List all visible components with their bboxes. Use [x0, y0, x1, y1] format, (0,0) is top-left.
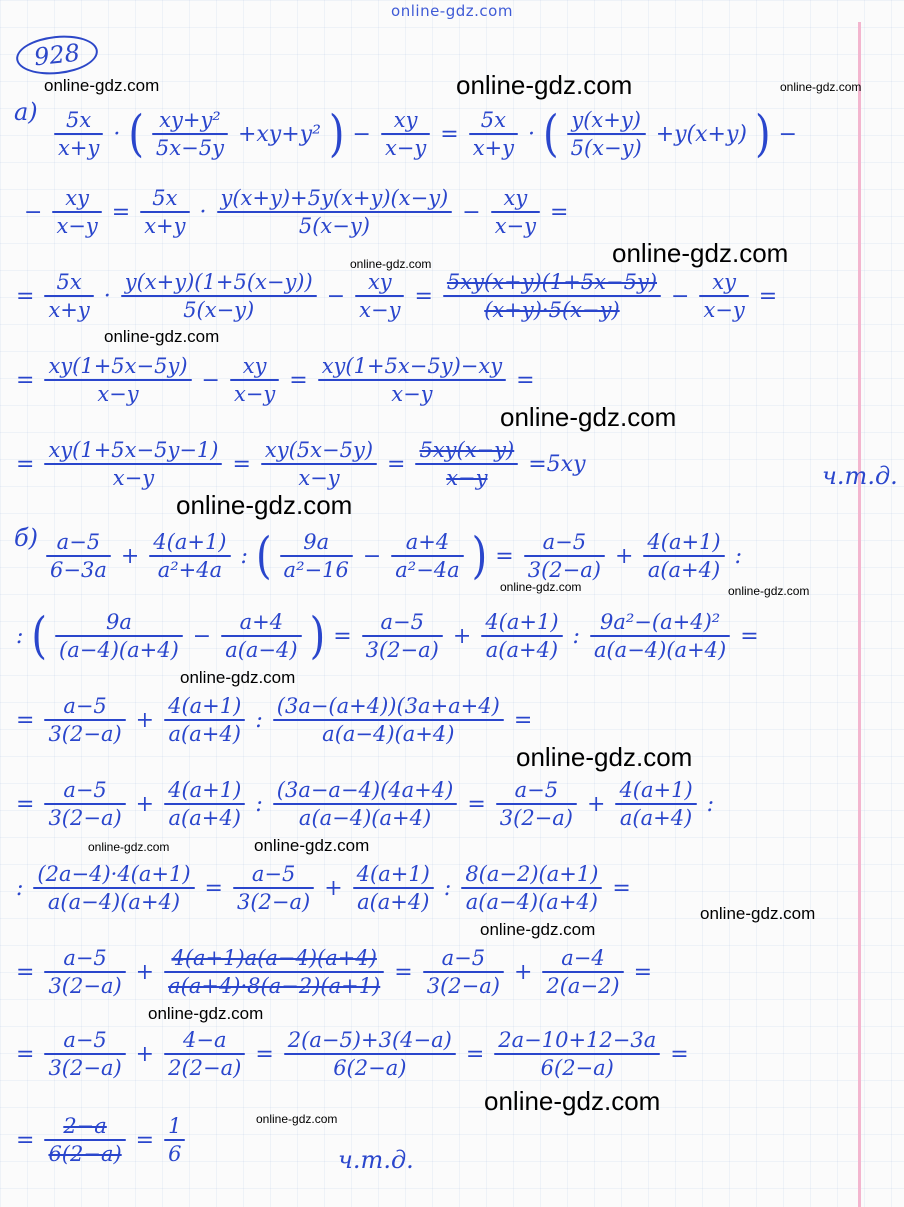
problem-number: 928: [14, 32, 100, 78]
fraction-denominator: x−y: [298, 466, 340, 490]
operator: :: [16, 875, 24, 901]
operator: =: [16, 451, 35, 477]
fraction-denominator: 2(a−2): [546, 974, 620, 998]
fraction-numerator: a−5: [63, 1028, 107, 1052]
fraction: [55, 609, 183, 663]
fraction-numerator: xy(1+5x−5y)−xy: [321, 354, 503, 378]
fraction: [152, 107, 228, 161]
fraction-numerator: xy: [393, 108, 418, 132]
fraction-numerator: a−5: [380, 610, 424, 634]
operator: +: [120, 543, 140, 569]
watermark[interactable]: online-gdz.com: [612, 238, 789, 268]
fraction: [217, 185, 453, 239]
fraction-numerator: a−5: [63, 778, 107, 802]
fraction-denominator: x+y: [48, 298, 90, 322]
fraction-denominator: a(a+4): [619, 806, 693, 830]
fraction-denominator: 3(2−a): [426, 974, 500, 998]
part-b-line-4: [14, 774, 716, 834]
operator: ·: [199, 199, 207, 225]
fraction-denominator: 3(2−a): [499, 806, 573, 830]
fraction-numerator: 5x: [480, 108, 506, 132]
fraction-denominator: x−y: [703, 298, 745, 322]
fraction: [44, 945, 125, 999]
operator: =: [495, 543, 514, 569]
operator: −: [462, 199, 481, 225]
watermark[interactable]: online-gdz.com: [148, 1004, 264, 1023]
fraction: [391, 529, 463, 583]
fraction-numerator: xy: [242, 354, 267, 378]
operator: =: [670, 1041, 689, 1067]
operator: −: [24, 199, 43, 225]
fraction-numerator: xy: [65, 186, 89, 210]
fraction: [273, 777, 458, 831]
fraction-denominator: x−y: [494, 214, 536, 238]
fraction-denominator: 6−3a: [50, 558, 107, 582]
operator: −: [671, 283, 690, 309]
fraction: [494, 1027, 660, 1081]
fraction: [33, 861, 194, 915]
operator: =: [16, 959, 35, 985]
watermark[interactable]: online-gdz.com: [350, 257, 432, 271]
fraction-denominator: a(a+4): [485, 638, 559, 662]
part-a-label: а): [14, 98, 38, 126]
fraction-numerator: a−5: [251, 862, 296, 886]
watermark[interactable]: online-gdz.com: [44, 76, 160, 95]
fraction-denominator: a(a+4): [647, 558, 721, 582]
operator: +: [135, 959, 155, 985]
fraction-denominator: x+y: [472, 136, 515, 160]
fraction: [164, 693, 245, 747]
operator: =: [612, 875, 631, 901]
operator: =: [394, 959, 413, 985]
fraction-numerator: 4−a: [182, 1028, 227, 1052]
fraction: [318, 353, 506, 407]
parenthesis: ): [328, 105, 345, 163]
operator: =: [633, 959, 653, 985]
fraction-numerator: xy(1+5x−5y−1): [48, 438, 219, 462]
fraction-denominator: a(a−4)(a+4): [47, 890, 181, 914]
fraction-denominator: x−y: [359, 298, 401, 322]
operator: =: [758, 283, 778, 309]
watermark[interactable]: online-gdz.com: [480, 920, 596, 939]
fraction-denominator: 5(x−y): [298, 214, 370, 238]
fraction-numerator: a−5: [542, 530, 587, 554]
operator: +: [452, 623, 472, 649]
fraction-denominator: a(a−4): [225, 638, 298, 662]
part-a-line-5: [14, 434, 588, 494]
site-header[interactable]: online-gdz.com: [391, 2, 513, 20]
fraction-numerator: a−4: [561, 946, 605, 970]
fraction-numerator: 2(a−5)+3(4−a): [287, 1028, 452, 1052]
fraction: [615, 777, 696, 831]
operator: =: [465, 1041, 485, 1067]
part-b-label: б): [14, 524, 39, 552]
fraction-numerator: 4(a+1): [153, 530, 227, 554]
fraction-denominator: x−y: [446, 466, 488, 490]
fraction-numerator: 9a²−(a+4)²: [600, 610, 721, 634]
operator: =: [16, 283, 35, 309]
operator: +: [614, 543, 634, 569]
fraction: [44, 353, 191, 407]
fraction-numerator: y(x+y): [571, 108, 641, 132]
operator: :: [255, 707, 263, 733]
fraction-numerator: 8(a−2)(a+1): [465, 862, 599, 886]
fraction-denominator: x+y: [58, 136, 100, 160]
operator: :: [443, 875, 452, 901]
fraction: [443, 269, 661, 323]
fraction-numerator: 1: [168, 1114, 182, 1138]
fraction-denominator: 3(2−a): [48, 1056, 122, 1080]
operator: ·: [528, 121, 536, 147]
fraction-denominator: x−y: [56, 214, 98, 238]
fraction: [44, 437, 222, 491]
parenthesis: (: [31, 607, 48, 665]
fraction-denominator: a(a−4)(a+4): [465, 890, 598, 914]
fraction-numerator: a−5: [441, 946, 486, 970]
fraction-numerator: (2a−4)·4(a+1): [37, 862, 191, 886]
fraction: [567, 107, 646, 161]
operator: :: [16, 623, 24, 649]
fraction-numerator: 4(a+1): [485, 610, 559, 634]
fraction-numerator: xy(1+5x−5y): [48, 354, 188, 378]
watermark[interactable]: online-gdz.com: [104, 327, 220, 346]
fraction: [230, 353, 279, 407]
fraction: [284, 1027, 456, 1081]
operator: =: [111, 199, 131, 225]
fraction-numerator: 5xy(x+y)(1+5x−5y): [446, 270, 658, 294]
fraction: [140, 185, 189, 239]
part-b-line-3: [14, 690, 534, 750]
watermark[interactable]: online-gdz.com: [256, 1112, 338, 1126]
fraction-numerator: a−5: [63, 694, 107, 718]
fraction: [44, 1113, 125, 1167]
fraction-numerator: 4(a+1): [356, 862, 430, 886]
fraction-denominator: 3(2−a): [236, 890, 311, 914]
part-a-line-2: [22, 182, 570, 242]
parenthesis: (: [543, 105, 559, 163]
fraction: [353, 861, 434, 915]
operator: =: [414, 283, 433, 309]
operator: =: [516, 367, 535, 393]
fraction: [362, 609, 443, 663]
fraction-denominator: 6(2−a): [540, 1056, 614, 1080]
part-b-line-8: [14, 1110, 187, 1170]
part-b-line-6: [14, 942, 654, 1002]
fraction: [423, 945, 504, 999]
parenthesis: ): [755, 105, 771, 163]
fraction-numerator: 4(a+1): [619, 778, 693, 802]
fraction-numerator: xy(5x−5y): [264, 438, 374, 462]
fraction-numerator: 2−a: [63, 1114, 107, 1138]
operator: :: [240, 543, 248, 569]
operator: +xy+y²: [237, 121, 321, 147]
fraction-denominator: 5(x−y): [183, 298, 255, 322]
fraction: [164, 777, 245, 831]
watermark[interactable]: online-gdz.com: [254, 836, 370, 855]
fraction: [221, 609, 301, 663]
watermark[interactable]: online-gdz.com: [700, 904, 816, 923]
fraction: [699, 269, 748, 323]
watermark[interactable]: online-gdz.com: [176, 490, 353, 520]
fraction-denominator: a(a+4): [357, 890, 430, 914]
fraction-numerator: y(x+y)+5y(x+y)(x−y): [220, 186, 449, 210]
fraction-denominator: 3(2−a): [48, 974, 122, 998]
fraction-numerator: a−5: [514, 778, 559, 802]
fraction-numerator: a+4: [405, 530, 450, 554]
parenthesis: ): [471, 527, 488, 585]
part-a-line-1: [52, 104, 799, 164]
part-b-line-7: [14, 1024, 691, 1084]
fraction: [415, 437, 518, 491]
operator: =5xy: [528, 451, 586, 477]
fraction: [280, 529, 353, 583]
watermark[interactable]: online-gdz.com: [516, 742, 693, 772]
watermark[interactable]: online-gdz.com: [500, 402, 677, 432]
operator: =: [387, 451, 406, 477]
fraction-denominator: 5(x−y): [570, 136, 642, 160]
fraction-denominator: a(a−4)(a+4): [298, 806, 432, 830]
fraction-denominator: 6(2−a): [48, 1142, 122, 1166]
operator: :: [706, 791, 715, 817]
operator: =: [550, 199, 569, 225]
fraction-numerator: a+4: [239, 610, 284, 634]
watermark[interactable]: online-gdz.com: [500, 580, 582, 594]
fraction-numerator: 5x: [66, 108, 92, 132]
fraction-denominator: a(a−4)(a+4): [322, 722, 455, 746]
fraction-denominator: a(a+4): [168, 722, 241, 746]
fraction-numerator: a−5: [56, 530, 101, 554]
part-a-line-3: [14, 266, 779, 326]
operator: −: [352, 121, 371, 147]
fraction-numerator: 9a: [303, 530, 330, 554]
fraction-denominator: x−y: [391, 382, 433, 406]
part-b-line-1: [44, 526, 744, 586]
fraction: [496, 777, 577, 831]
operator: −: [192, 623, 212, 649]
fraction: [590, 609, 730, 663]
operator: +: [135, 707, 155, 733]
operator: −: [201, 367, 220, 393]
operator: =: [467, 791, 486, 817]
fraction-denominator: 6: [168, 1142, 182, 1166]
operator: =: [16, 707, 35, 733]
fraction: [461, 861, 602, 915]
fraction-denominator: (x+y)·5(x−y): [484, 298, 620, 322]
operator: =: [740, 623, 759, 649]
operator: −: [326, 283, 346, 309]
fraction: [164, 945, 384, 999]
operator: +: [135, 791, 155, 817]
fraction-denominator: (a−4)(a+4): [59, 638, 179, 662]
part-b-line-2: [14, 606, 761, 666]
part-b-line-5: [14, 858, 633, 918]
watermark[interactable]: online-gdz.com: [484, 1086, 661, 1116]
fraction-denominator: a(a+4): [168, 806, 241, 830]
fraction-numerator: xy: [503, 186, 528, 210]
fraction-denominator: a(a−4)(a+4): [593, 638, 727, 662]
parenthesis: (: [128, 105, 144, 163]
fraction: [44, 1027, 125, 1081]
fraction: [261, 437, 377, 491]
watermark[interactable]: online-gdz.com: [728, 584, 810, 598]
fraction-numerator: (3a−(a+4))(3a+a+4): [276, 694, 500, 718]
fraction-numerator: 4(a+1)a(a−4)(a+4): [171, 946, 377, 970]
fraction-denominator: 6(2−a): [333, 1056, 407, 1080]
operator: =: [204, 875, 223, 901]
fraction: [44, 693, 125, 747]
fraction-numerator: a−5: [63, 946, 107, 970]
fraction: [54, 107, 103, 161]
fraction: [469, 107, 518, 161]
fraction-numerator: 5x: [152, 186, 178, 210]
fraction: [233, 861, 314, 915]
fraction-numerator: 2a−10+12−3a: [498, 1028, 657, 1052]
fraction-numerator: 9a: [105, 610, 132, 634]
fraction: [121, 269, 317, 323]
fraction-denominator: x−y: [233, 382, 276, 406]
operator: =: [16, 367, 35, 393]
operator: :: [255, 791, 263, 817]
fraction: [542, 945, 623, 999]
part-a-line-4: [14, 350, 537, 410]
operator: :: [572, 623, 580, 649]
fraction: [44, 269, 93, 323]
operator: =: [16, 1127, 35, 1153]
operator: +: [324, 875, 343, 901]
operator: ·: [113, 121, 121, 147]
fraction-numerator: 5xy(x−y): [419, 438, 515, 462]
fraction: [381, 107, 430, 161]
fraction-denominator: 3(2−a): [48, 806, 122, 830]
fraction-denominator: x−y: [112, 466, 155, 490]
fraction-numerator: 4(a+1): [647, 530, 721, 554]
fraction-denominator: x−y: [384, 136, 427, 160]
fraction: [44, 777, 125, 831]
operator: −: [778, 121, 798, 147]
operator: =: [513, 707, 533, 733]
operator: :: [734, 543, 743, 569]
fraction-numerator: xy: [367, 270, 392, 294]
fraction-denominator: 3(2−a): [527, 558, 601, 582]
parenthesis: (: [255, 527, 272, 585]
fraction-denominator: x+y: [144, 214, 186, 238]
operator: =: [232, 451, 251, 477]
fraction: [481, 609, 562, 663]
fraction-denominator: a²−16: [283, 558, 349, 582]
fraction-numerator: y(x+y)(1+5(x−y)): [124, 270, 313, 294]
fraction: [643, 529, 724, 583]
margin-line: [858, 22, 861, 1207]
parenthesis: ): [309, 607, 326, 665]
fraction: [164, 1027, 245, 1081]
fraction-denominator: 2(2−a): [168, 1056, 242, 1080]
operator: =: [135, 1127, 155, 1153]
fraction: [273, 693, 504, 747]
fraction-denominator: x−y: [97, 382, 139, 406]
watermark[interactable]: online-gdz.com: [180, 668, 296, 687]
fraction: [164, 1113, 185, 1167]
fraction-numerator: xy: [712, 270, 736, 294]
fraction-numerator: 4(a+1): [168, 694, 242, 718]
watermark[interactable]: online-gdz.com: [456, 70, 633, 100]
fraction-denominator: a²−4a: [395, 558, 460, 582]
fraction-denominator: 5x−5y: [155, 136, 224, 160]
fraction: [46, 529, 111, 583]
fraction: [52, 185, 101, 239]
part-b-qed: ч.т.д.: [338, 1146, 414, 1174]
fraction-denominator: 3(2−a): [365, 638, 439, 662]
operator: ·: [103, 283, 111, 309]
operator: +y(x+y): [655, 121, 747, 147]
operator: =: [440, 121, 459, 147]
fraction-denominator: a²+4a: [157, 558, 223, 582]
fraction: [149, 529, 230, 583]
fraction-denominator: 3(2−a): [48, 722, 122, 746]
operator: +: [135, 1041, 155, 1067]
watermark[interactable]: online-gdz.com: [88, 840, 170, 854]
fraction-numerator: 4(a+1): [168, 778, 242, 802]
fraction: [524, 529, 605, 583]
fraction-numerator: xy+y²: [159, 108, 221, 132]
operator: =: [16, 791, 35, 817]
watermark[interactable]: online-gdz.com: [780, 80, 862, 94]
operator: =: [333, 623, 352, 649]
operator: −: [362, 543, 382, 569]
fraction: [355, 269, 404, 323]
fraction-numerator: (3a−a−4)(4a+4): [276, 778, 454, 802]
fraction-denominator: a(a+4)·8(a−2)(a+1): [168, 974, 381, 998]
fraction: [491, 185, 540, 239]
fraction-numerator: 5x: [56, 270, 82, 294]
part-a-qed: ч.т.д.: [822, 462, 898, 490]
operator: =: [16, 1041, 35, 1067]
operator: =: [289, 367, 308, 393]
operator: =: [255, 1041, 274, 1067]
operator: +: [513, 959, 533, 985]
operator: +: [587, 791, 606, 817]
